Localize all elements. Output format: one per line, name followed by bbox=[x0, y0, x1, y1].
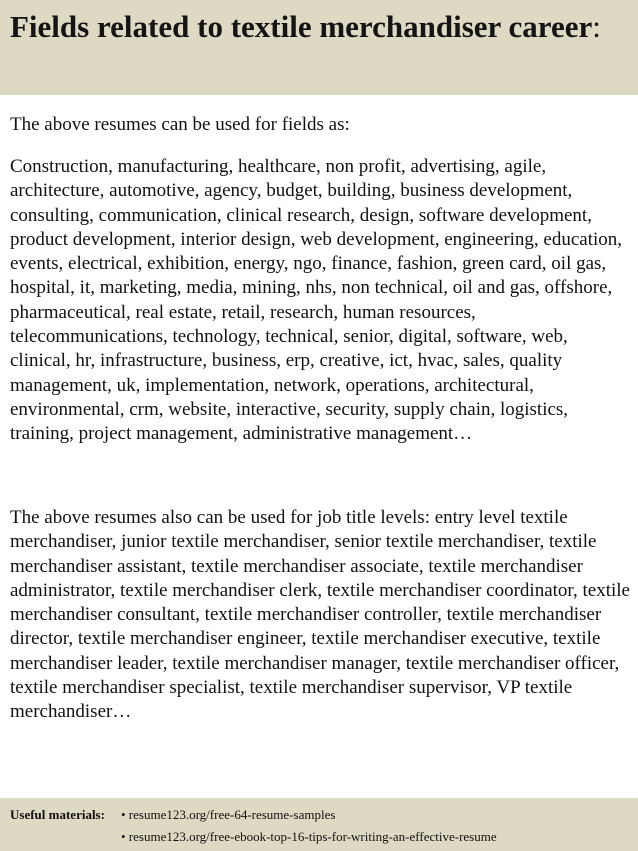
header-band bbox=[0, 0, 638, 95]
page-title-text: Fields related to textile merchandiser career bbox=[10, 9, 593, 44]
resource-link-ebook-tips[interactable]: • resume123.org/free-ebook-top-16-tips-for-writing-an-effective-resume bbox=[121, 829, 497, 844]
footer-row-2 bbox=[10, 826, 628, 848]
page-title-colon: : bbox=[592, 9, 601, 44]
useful-materials-label bbox=[10, 804, 121, 826]
resource-link-resume-samples[interactable]: • resume123.org/free-64-resume-samples bbox=[121, 807, 336, 822]
page-title bbox=[10, 8, 628, 46]
footer-row-1 bbox=[10, 804, 628, 826]
intro-text: The above resumes can be used for fields as: bbox=[10, 114, 350, 135]
job-levels-paragraph: The above resumes also can be used for job title levels: entry level textile merchandiser, junior textile merchandiser, senior textile merchandiser, textile merchandiser assistant, textile merchandiser associate, textile merchandiser administrator, textile merchandiser clerk, textile merchandiser coordinator, textile merchandiser consultant, textile merchandiser controller, textile merchandiser director, textile merchandiser engineer, textile merchandiser executive, textile merchandiser leader, textile merchandiser manager, textile merchandiser officer, textile merchandiser specialist, textile merchandiser supervisor, VP textile merchandiser… bbox=[10, 507, 630, 723]
fields-paragraph: Construction, manufacturing, healthcare, non profit, advertising, agile, architecture, automotive, agency, budget, building, business development, consulting, communication, clinical research, design, software development, product development, interior design, web development, engineering, education, events, electrical, exhibition, energy, ngo, finance, fashion, green card, oil gas, hospital, it, marketing, media, mining, nhs, non technical, oil and gas, offshore, pharmaceutical, real estate, retail, research, human resources, telecommunications, technology, technical, senior, digital, software, web, clinical, hr, infrastructure, business, erp, creative, ict, hvac, sales, quality management, uk, implementation, network, operations, architectural, environmental, crm, website, interactive, security, supply chain, logistics, training, project management, administrative management… bbox=[10, 156, 623, 445]
useful-materials-label-text: Useful materials bbox=[10, 807, 101, 822]
footer-band bbox=[0, 798, 638, 851]
useful-materials-label-colon: : bbox=[100, 807, 105, 822]
